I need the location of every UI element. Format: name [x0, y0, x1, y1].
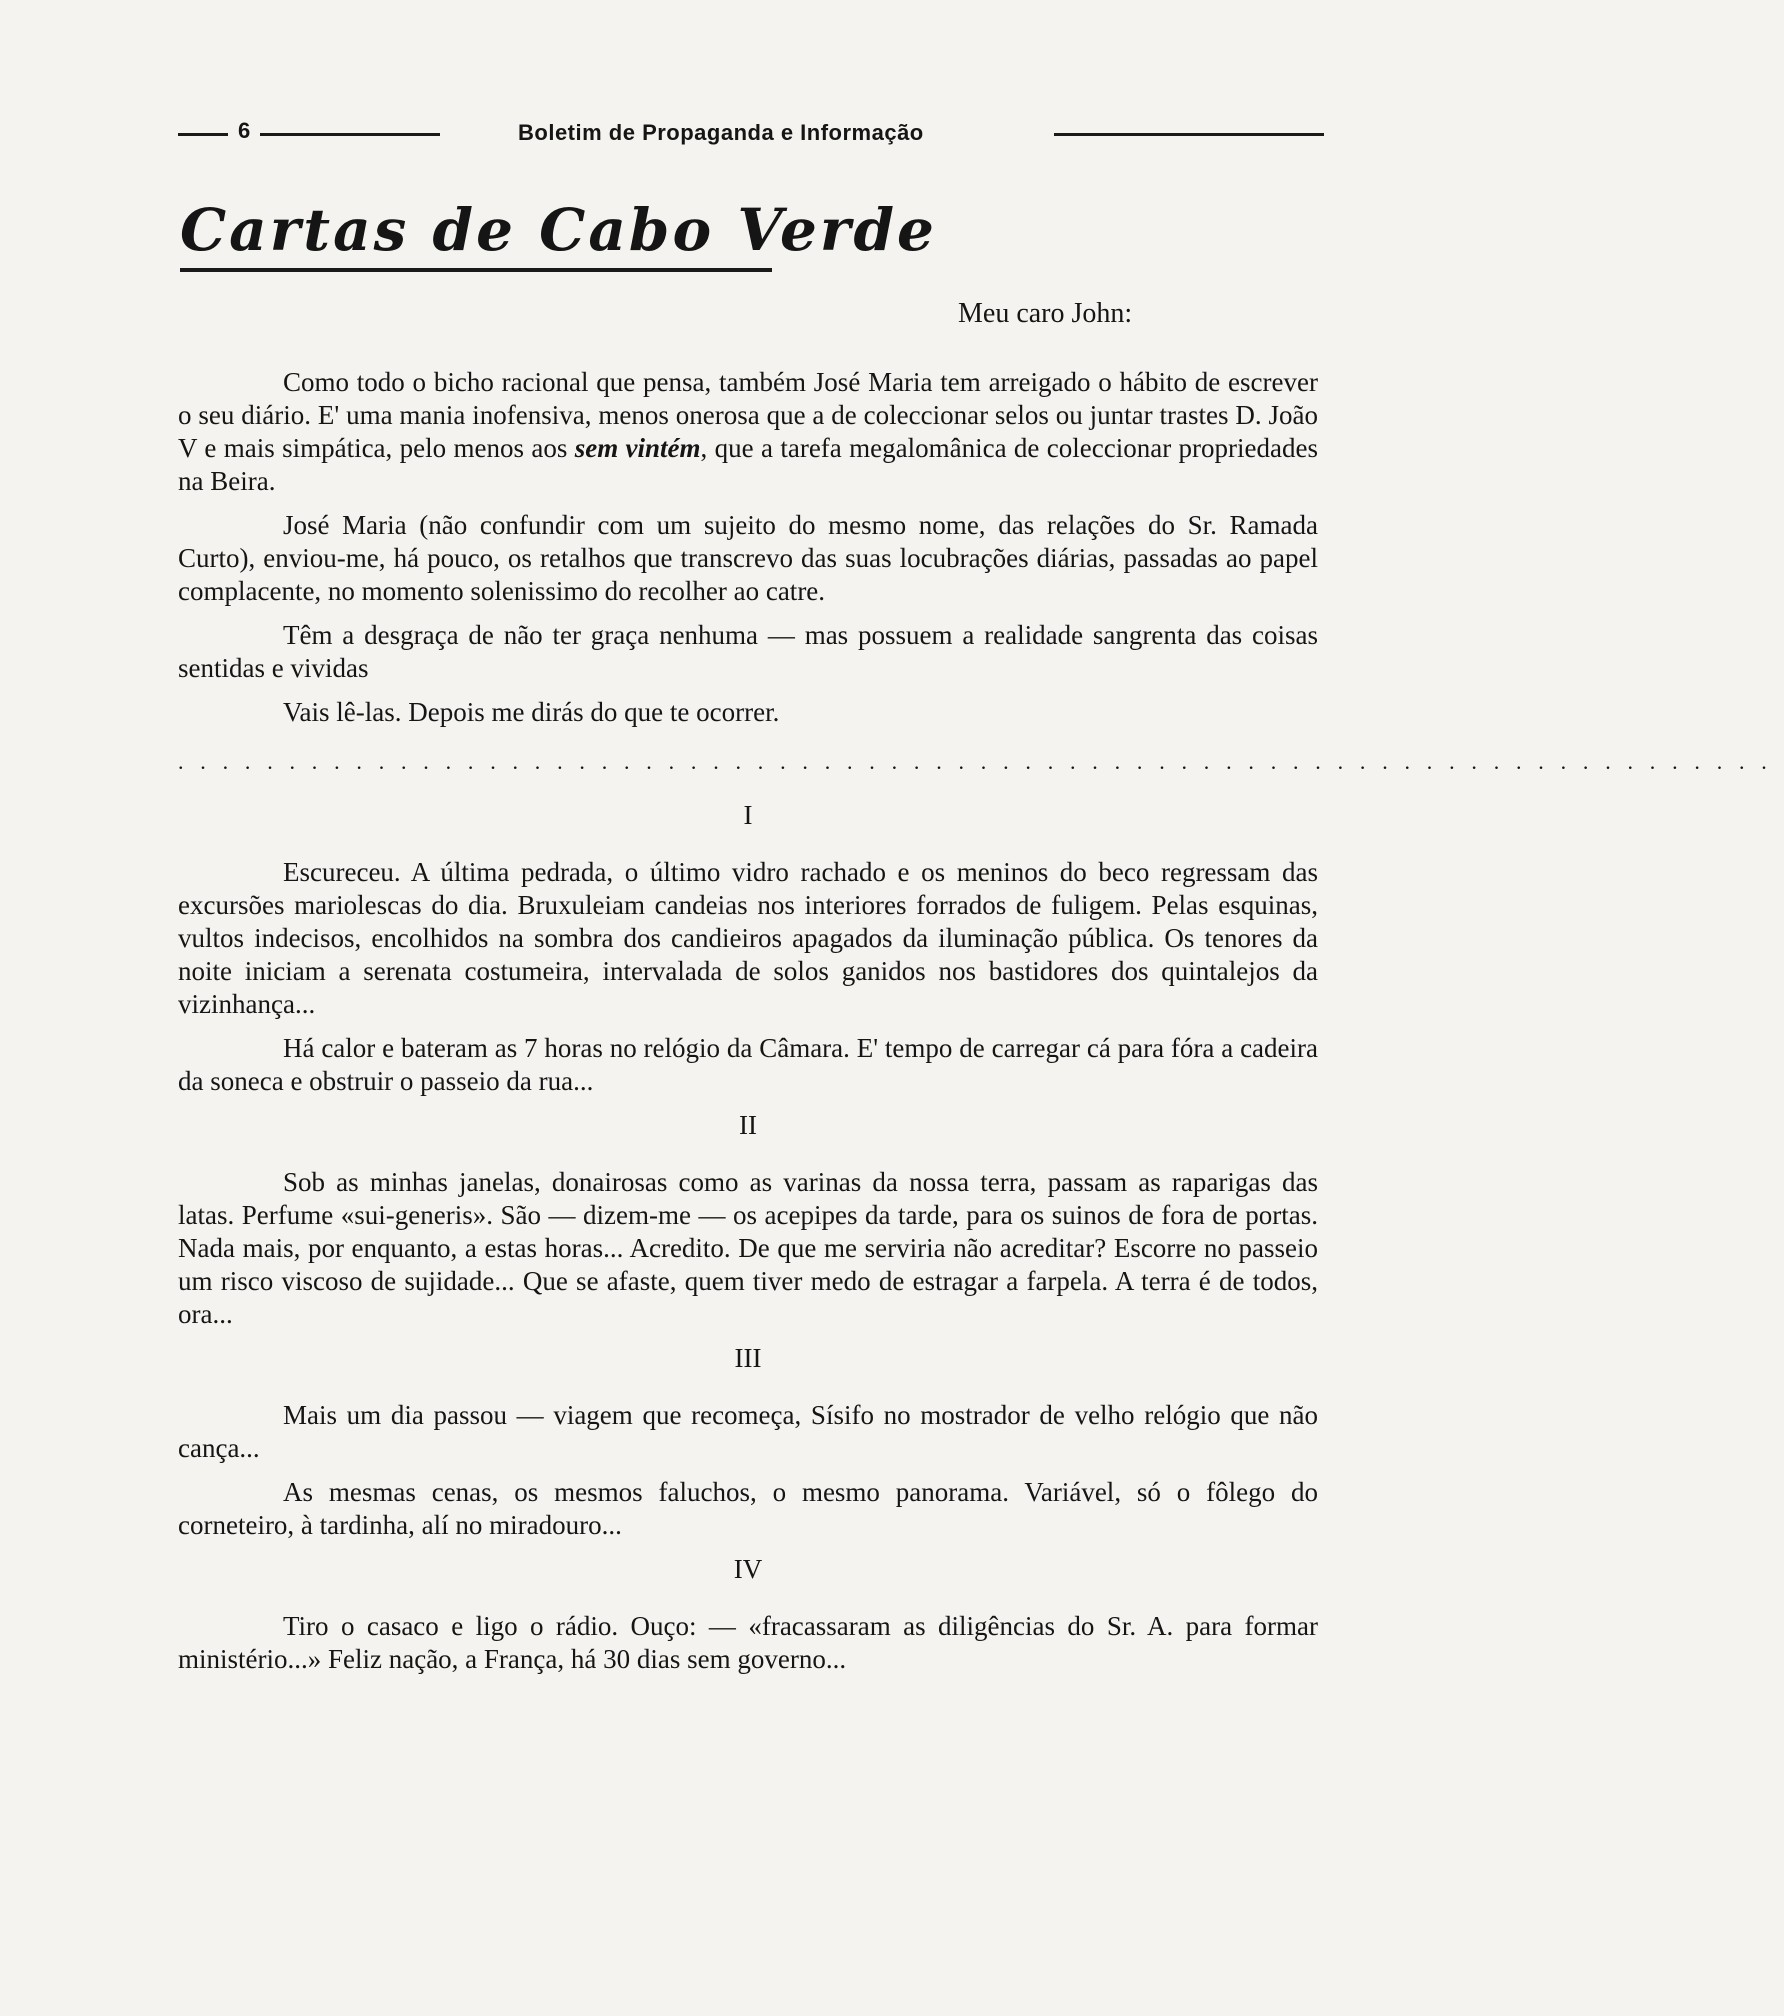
- section-paragraph: Sob as minhas janelas, donairosas como as varinas da nossa terra, passam as raparigas das latas. Perfume «sui-generis». São — dizem-me — os acepipes da tarde, para os suinos de fora de portas. Nada mais, por enquanto, a estas horas... Acredito. De que me serviria não acreditar? Escorre no passeio um risco viscoso de sujidade... Que se afaste, quem tiver medo de estragar a farpela. A terra é de todos, ora...: [178, 1167, 1318, 1329]
- section-paragraph: Mais um dia passou — viagem que recomeça, Sísifo no mostrador de velho relógio que não cança...: [178, 1400, 1318, 1463]
- section-paragraph: As mesmas cenas, os mesmos faluchos, o mesmo panorama. Variável, só o fôlego do corneteiro, à tardinha, alí no miradouro...: [178, 1477, 1318, 1540]
- section-paragraph: Escureceu. A última pedrada, o último vidro rachado e os meninos do beco regressam das excursões mariolescas do dia. Bruxuleiam candeias nos interiores forrados de fuligem. Pelas esquinas, vultos indecisos, encolhidos na sombra dos candieiros apagados da iluminação pública. Os tenores da noite iniciam a serenata costumeira, intervalada de solos ganidos nos bastidores dos quintalejos da vizinhança...: [178, 857, 1318, 1019]
- header-rule-middle: [260, 133, 440, 136]
- dotted-separator: ........................................................................: [178, 749, 1784, 774]
- intro-paragraph: Como todo o bicho racional que pensa, também José Maria tem arreigado o hábito de escrever o seu diário. E' uma mania inofensiva, menos onerosa que a de coleccionar selos ou juntar trastes D. João V e mais simpática, pelo menos aos sem vintém, que a tarefa megalomânica de coleccionar propriedades na Beira.: [178, 367, 1318, 496]
- publication-title: Boletim de Propaganda e Informação: [518, 120, 924, 145]
- header-rule-left: [178, 133, 228, 136]
- section-paragraph: Há calor e bateram as 7 horas no relógio da Câmara. E' tempo de carregar cá para fóra a cadeira da soneca e obstruir o passeio da rua...: [178, 1033, 1318, 1096]
- section-numeral: IV: [733, 1554, 763, 1584]
- title-underline: [180, 268, 772, 272]
- page-header: [178, 118, 1326, 158]
- section-paragraph: Tiro o casaco e ligo o rádio. Ouço: — «fracassaram as diligências do Sr. A. para formar ministério...» Feliz nação, a França, há 30 dias sem governo...: [178, 1611, 1318, 1674]
- salutation: Meu caro John:: [958, 298, 1133, 329]
- intro-paragraph: Vais lê-las. Depois me dirás do que te ocorrer.: [283, 697, 780, 727]
- section-numeral: II: [739, 1110, 757, 1140]
- article-title: Cartas de Cabo Verde: [180, 196, 937, 264]
- section-numeral: III: [734, 1343, 762, 1373]
- article-body: [178, 366, 1784, 1687]
- emphasis-text: sem vintém: [574, 433, 701, 463]
- page-number: 6: [238, 118, 251, 143]
- header-rule-right: [1054, 133, 1324, 136]
- section-numeral: I: [743, 800, 753, 830]
- intro-paragraph: Têm a desgraça de não ter graça nenhuma — mas possuem a realidade sangrenta das coisas sentidas e vividas: [178, 620, 1318, 683]
- intro-paragraph: José Maria (não confundir com um sujeito do mesmo nome, das relações do Sr. Ramada Curto), enviou-me, há pouco, os retalhos que transcrevo das suas locubrações diárias, passadas ao papel complacente, no momento solenissimo do recolher ao catre.: [178, 510, 1318, 606]
